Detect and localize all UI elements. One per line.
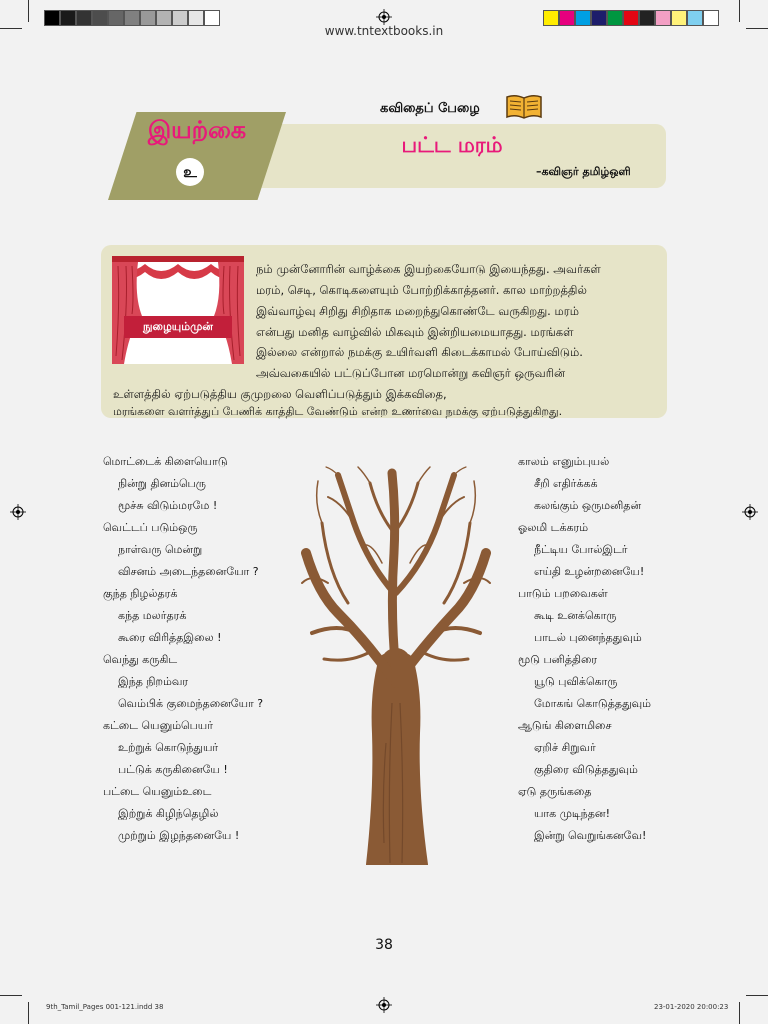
verse-line: மோகங் கொடுத்ததுவும் [534,697,651,710]
verse-line: மூச்சு விடும்மரமே ! [118,499,218,512]
verse-line: கந்த மலர்தரக் [118,609,187,622]
verse-line: வெந்து கருகிட [103,653,178,666]
verse-line: குதிரை விடுத்ததுவும் [534,763,638,776]
verse-line: சீறி எதிர்க்கக் [534,477,598,490]
verse-line: வெட்டப் படும்ஒரு [103,521,198,534]
unit-title: இயற்கை [147,116,247,144]
website-url: www.tntextbooks.in [324,24,444,38]
poem-title: பட்ட மரம் [401,133,503,157]
verse-line: யாக முடிந்தன! [534,807,610,820]
verse-line: காலம் எனும்புயல் [518,455,610,468]
crop-mark [28,1002,29,1024]
crop-mark [0,995,22,996]
crop-mark [739,0,740,22]
crop-mark [28,0,29,22]
registration-mark-icon [742,504,758,520]
footer-timestamp: 23-01-2020 20:00:23 [654,1003,729,1011]
intro-text-line: என்பது மனித வாழ்வில் மிகவும் இன்றியமையாதது. மரங்கள் [256,325,574,339]
verse-line: யூடு புவிக்கொரு [534,675,618,688]
verse-line: பட்டுக் கருகினையே ! [118,763,228,776]
verse-line: இன்று வெறுங்கனவே! [534,829,647,842]
registration-mark-icon [10,504,26,520]
verse-line: ஏறிச் சிறுவர் [534,741,596,754]
theatre-curtain-icon [112,256,244,364]
poem-author: –கவிஞர் தமிழ்ஒளி [536,165,631,178]
verse-line: மூடு பனித்திரை [518,653,598,666]
verse-line: நாள்வரு மென்று [118,543,203,556]
verse-line: கலங்கும் ஒருமனிதன் [534,499,642,512]
verse-line: குந்த நிழல்தரக் [103,587,178,600]
verse-line: பட்டை யெனும்உடை [103,785,212,798]
footer-filename: 9th_Tamil_Pages 001-121.indd 38 [46,1003,164,1011]
verse-line: இற்றுக் கிழிந்தெழில் [118,807,219,820]
section-type: கவிதைப் பேழை [380,101,480,116]
verse-line: ஏடு தருங்கதை [518,785,592,798]
verse-line: ஆடுங் கிளைமிசை [518,719,612,732]
verse-line: கூரை விரித்தஇலை ! [118,631,222,644]
crop-mark [739,1002,740,1024]
unit-number-badge: உ [176,158,204,186]
verse-line: பாடல் புனைந்ததுவும் [534,631,642,644]
registration-mark-icon [376,9,392,25]
intro-text-line: நம் முன்னோரின் வாழ்க்கை இயற்கையோடு இயைந்தது. அவர்கள் [256,262,601,276]
crop-mark [746,995,768,996]
verse-line: ஓலமி டக்கரம் [518,521,589,534]
verse-line: நீட்டிய போல்இடர் [534,543,628,556]
verse-line: எய்தி உழன்றனையே! [534,565,645,578]
registration-mark-icon [376,997,392,1013]
verse-line: வெம்பிக் குமைந்தனையோ ? [118,697,264,710]
page-number: 38 [375,937,393,953]
verse-line: கட்டை யெனும்பெயர் [103,719,213,732]
verse-line: உற்றுக் கொடுந்துயர் [118,741,219,754]
intro-text-line: இல்லை என்றால் நமக்கு உயிர்வளி கிடைக்காமல் போய்விடும். [256,345,583,359]
intro-text-line: இவ்வாழ்வு சிறிது சிறிதாக மறைந்துகொண்டே வருகிறது. மரம் [256,304,579,318]
verse-line: முற்றும் இழந்தனையே ! [118,829,240,842]
dead-tree-illustration [298,463,494,865]
verse-line: மொட்டைக் கிளையொடு [103,455,228,468]
verse-line: கூடி உனக்கொரு [534,609,617,622]
verse-line: நின்று தினம்பெரு [118,477,206,490]
intro-label: நுழையும்முன் [124,316,232,338]
intro-text-line: உள்ளத்தில் ஏற்படுத்திய குமுறலை வெளிப்படுத்தும் இக்கவிதை, [113,387,447,401]
verse-line: இந்த நிறம்வர [118,675,189,688]
verse-line: விசனம் அடைந்தனையோ ? [118,565,259,578]
open-book-icon [505,93,543,119]
verse-line: பாடும் பறவைகள் [518,587,608,600]
intro-text-line: மரம், செடி, கொடிகளையும் போற்றிக்காத்தனர். கால மாற்றத்தில் [256,283,587,297]
intro-text-line: அவ்வகையில் பட்டுப்போன மரமொன்று கவிஞர் ஒருவரின் [256,366,566,380]
intro-text-line: மரங்களை வளர்த்துப் பேணிக் காத்திட வேண்டும் என்ற உணர்வை நமக்கு ஏற்படுத்துகிறது. [113,405,563,418]
